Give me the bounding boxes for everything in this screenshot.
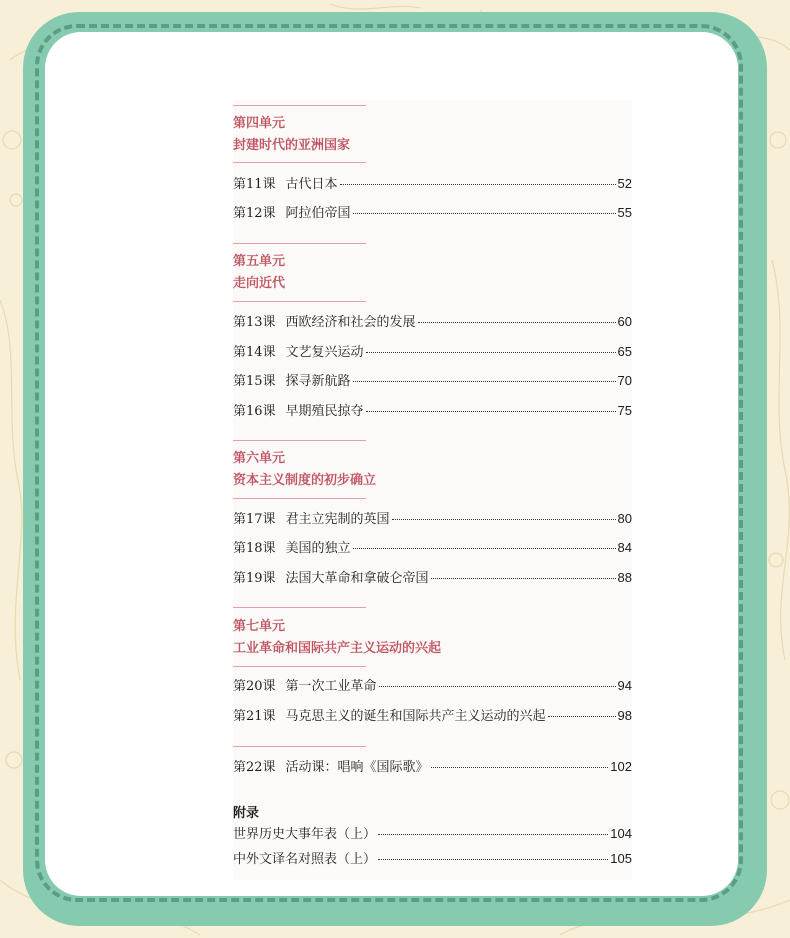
unit-label: 第四单元 xyxy=(233,116,286,131)
dot-leader xyxy=(366,352,616,353)
dot-leader xyxy=(353,381,616,382)
unit-title: 工业革命和国际共产主义运动的兴起 xyxy=(233,641,442,656)
unit-divider xyxy=(233,105,366,106)
page-number: 84 xyxy=(617,540,632,555)
unit-divider xyxy=(233,607,366,608)
lesson-number: 第20课 xyxy=(233,679,276,694)
lesson-title: 美国的独立 xyxy=(285,541,351,556)
lesson-number: 第19课 xyxy=(233,571,276,586)
toc-entry[interactable] xyxy=(233,758,632,777)
toc-entry[interactable] xyxy=(233,677,632,696)
lesson-title: 马克思主义的诞生和国际共产主义运动的兴起 xyxy=(285,709,546,724)
dot-leader xyxy=(418,322,616,323)
dot-leader xyxy=(378,859,608,860)
unit-divider xyxy=(233,746,366,747)
dot-leader xyxy=(548,716,616,717)
lesson-title: 活动课：唱响《国际歌》 xyxy=(285,760,429,775)
page-number: 52 xyxy=(617,176,632,191)
dot-leader xyxy=(353,548,616,549)
toc-entry[interactable] xyxy=(233,343,632,362)
appendix-title: 世界历史大事年表（上） xyxy=(233,827,377,842)
unit-label: 第七单元 xyxy=(233,619,286,634)
lesson-title: 文艺复兴运动 xyxy=(285,345,364,360)
page-number: 60 xyxy=(617,314,632,329)
lesson-title: 探寻新航路 xyxy=(285,374,351,389)
toc-entry[interactable] xyxy=(233,510,632,529)
page-number: 75 xyxy=(617,403,632,418)
toc-entry[interactable] xyxy=(233,372,632,391)
lesson-title: 早期殖民掠夺 xyxy=(285,404,364,419)
page-number: 105 xyxy=(610,851,632,866)
dot-leader xyxy=(366,411,616,412)
unit-divider xyxy=(233,440,366,441)
lesson-title: 第一次工业革命 xyxy=(285,679,377,694)
lesson-title: 古代日本 xyxy=(285,177,338,192)
dot-leader xyxy=(340,184,616,185)
lesson-number: 第12课 xyxy=(233,206,276,221)
lesson-number: 第22课 xyxy=(233,760,276,775)
lesson-title: 法国大革命和拿破仑帝国 xyxy=(285,571,429,586)
unit-divider xyxy=(233,666,366,667)
page-number: 88 xyxy=(617,570,632,585)
unit-label: 第五单元 xyxy=(233,254,286,269)
unit-divider xyxy=(233,301,366,302)
toc-entry[interactable] xyxy=(233,707,632,726)
toc-entry[interactable] xyxy=(233,204,632,223)
unit-divider xyxy=(233,243,366,244)
lesson-title: 阿拉伯帝国 xyxy=(285,206,351,221)
unit-label: 第六单元 xyxy=(233,451,286,466)
page-number: 94 xyxy=(617,678,632,693)
appendix-entry[interactable] xyxy=(233,850,632,869)
dot-leader xyxy=(379,686,616,687)
unit-divider xyxy=(233,162,366,163)
dot-leader xyxy=(353,213,616,214)
lesson-number: 第16课 xyxy=(233,404,276,419)
dot-leader xyxy=(431,578,616,579)
lesson-number: 第21课 xyxy=(233,709,276,724)
lesson-number: 第17课 xyxy=(233,512,276,527)
page-number: 55 xyxy=(617,205,632,220)
dot-leader xyxy=(378,834,608,835)
lesson-number: 第18课 xyxy=(233,541,276,556)
table-of-contents xyxy=(233,100,632,880)
dot-leader xyxy=(392,519,616,520)
page-number: 104 xyxy=(610,826,632,841)
appendix-title: 中外文译名对照表（上） xyxy=(233,852,377,867)
appendix-heading: 附录 xyxy=(233,806,260,821)
lesson-number: 第14课 xyxy=(233,345,276,360)
dot-leader xyxy=(431,767,609,768)
appendix-entry[interactable] xyxy=(233,825,632,844)
page-number: 80 xyxy=(617,511,632,526)
lesson-number: 第13课 xyxy=(233,315,276,330)
unit-title: 封建时代的亚洲国家 xyxy=(233,138,351,153)
lesson-number: 第15课 xyxy=(233,374,276,389)
lesson-number: 第11课 xyxy=(233,177,276,192)
toc-entry[interactable] xyxy=(233,569,632,588)
toc-entry[interactable] xyxy=(233,402,632,421)
page-number: 65 xyxy=(617,344,632,359)
page-number: 102 xyxy=(610,759,632,774)
lesson-title: 君主立宪制的英国 xyxy=(285,512,390,527)
page-number: 70 xyxy=(617,373,632,388)
unit-divider xyxy=(233,498,366,499)
unit-title: 走向近代 xyxy=(233,276,286,291)
toc-entry[interactable] xyxy=(233,175,632,194)
unit-title: 资本主义制度的初步确立 xyxy=(233,473,377,488)
page-number: 98 xyxy=(617,708,632,723)
toc-entry[interactable] xyxy=(233,539,632,558)
lesson-title: 西欧经济和社会的发展 xyxy=(285,315,416,330)
toc-entry[interactable] xyxy=(233,313,632,332)
